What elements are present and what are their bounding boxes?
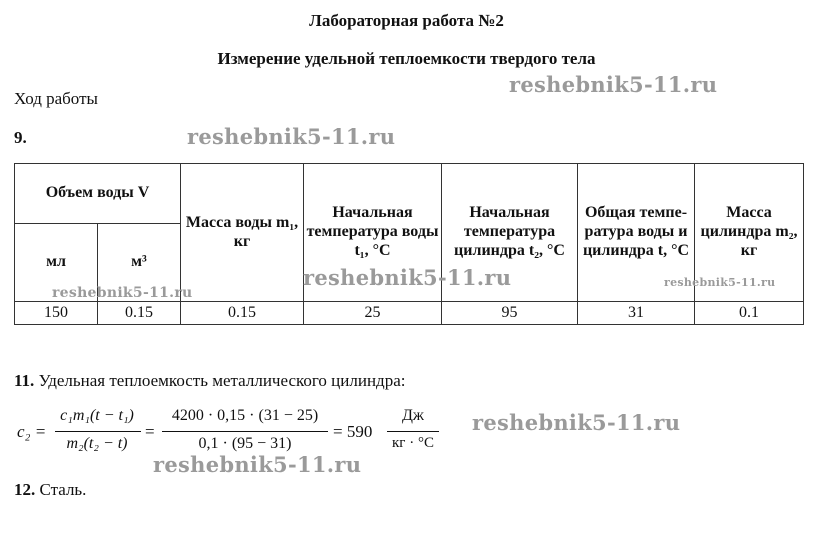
watermark: reshebnik5-11.ru xyxy=(509,72,718,97)
watermark: reshebnik5-11.ru xyxy=(187,124,396,149)
step-9-number: 9. xyxy=(14,128,27,147)
equals-sign: = xyxy=(145,422,155,441)
header-temp-water: Начальная температура воды t₁, °С xyxy=(304,164,442,302)
header-mass-cylinder: Масса цилиндра m₂, кг xyxy=(695,164,804,302)
table-row xyxy=(15,302,804,325)
step-11-text: Удельная теплоемкость металлического цилиндра: xyxy=(38,371,406,390)
unit-denominator: кг · °С xyxy=(392,435,434,451)
step-12-text: Сталь. xyxy=(39,480,87,499)
unit-ml: мл xyxy=(15,224,98,302)
header-volume: Объем воды V xyxy=(15,164,181,224)
header-common-temp: Общая темпе-ратура воды и цилиндра t, °С xyxy=(578,164,695,302)
formula-den2: 0,1 · (95 − 31) xyxy=(198,435,292,452)
fraction-bar xyxy=(162,431,328,432)
header-mass-water: Масса воды m₁, кг xyxy=(181,164,304,302)
step-11 xyxy=(14,371,405,391)
cell-temp-cylinder: 95 xyxy=(442,302,578,325)
formula-num1: c₁m₁(t − t₁) xyxy=(60,407,134,424)
cell-volume-ml: 150 xyxy=(15,302,98,325)
progress-label: Ход работы xyxy=(14,89,98,108)
formula-num2: 4200 · 0,15 · (31 − 25) xyxy=(171,407,319,424)
formula-result: = 590 xyxy=(333,422,373,441)
watermark: reshebnik5-11.ru xyxy=(472,410,681,435)
cell-temp-water: 25 xyxy=(304,302,442,325)
fraction-bar xyxy=(387,431,439,432)
watermark: reshebnik5-11.ru xyxy=(664,276,776,289)
cell-mass-cylinder: 0.1 xyxy=(695,302,804,325)
step-12 xyxy=(14,480,86,500)
page-title: Лабораторная работа №2 xyxy=(309,11,504,30)
cell-common-temp: 31 xyxy=(578,302,695,325)
cell-mass-water: 0.15 xyxy=(181,302,304,325)
page-subtitle: Измерение удельной теплоемкости твердого тела xyxy=(217,49,596,68)
step-12-number: 12. xyxy=(14,480,36,499)
watermark: reshebnik5-11.ru xyxy=(153,452,362,477)
watermark: reshebnik5-11.ru xyxy=(303,265,512,290)
formula-lhs: c₂ = xyxy=(17,422,47,441)
step-11-number: 11. xyxy=(14,371,35,390)
fraction-bar xyxy=(55,431,141,432)
table-header-row xyxy=(15,164,804,224)
header-temp-cylinder: Начальная температура цилиндра t₂, °С xyxy=(442,164,578,302)
cell-volume-m3: 0.15 xyxy=(98,302,181,325)
formula-den1: m₂(t₂ − t) xyxy=(66,435,128,452)
watermark: reshebnik5-11.ru xyxy=(52,285,193,301)
unit-numerator: Дж xyxy=(402,407,424,424)
unit-m3: м³ xyxy=(98,224,181,302)
